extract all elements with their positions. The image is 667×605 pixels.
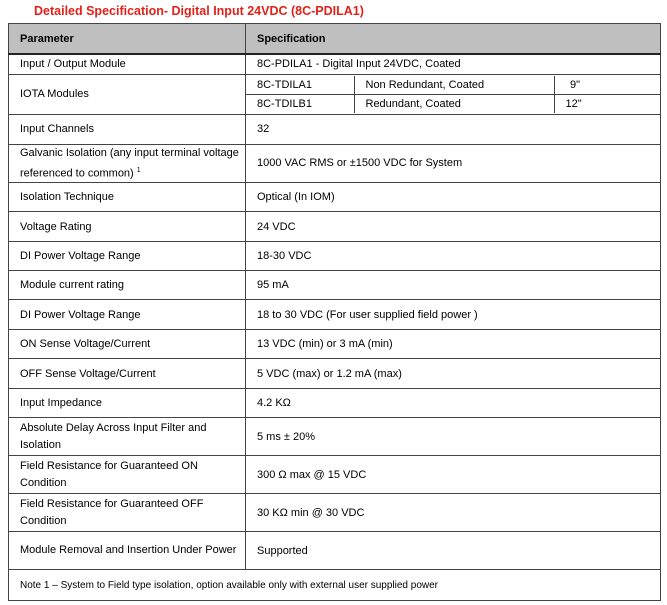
table-row — [9, 300, 661, 330]
table-row — [9, 271, 661, 300]
footnote-text: Note 1 – System to Field type isolation, option available only with external user supplied power — [9, 570, 661, 601]
iota-model: 8C-TDILB1 — [246, 94, 354, 113]
iota-description: Redundant, Coated — [354, 94, 554, 113]
param-cell: DI Power Voltage Range — [9, 300, 246, 330]
table-row — [9, 456, 661, 494]
iota-model: 8C-TDILA1 — [246, 76, 354, 95]
spec-cell: 4.2 KΩ — [246, 389, 661, 418]
column-header-specification: Specification — [246, 24, 661, 55]
param-cell: Input Channels — [9, 114, 246, 144]
param-cell: ON Sense Voltage/Current — [9, 330, 246, 359]
table-row — [9, 114, 661, 144]
iota-row — [246, 94, 660, 113]
page-title: Detailed Specification- Digital Input 24VDC (8C-PDILA1) — [34, 4, 364, 18]
table-header-row — [9, 24, 661, 55]
param-cell: Input / Output Module — [9, 54, 246, 74]
spec-cell: Supported — [246, 532, 661, 570]
iota-size: 9" — [554, 76, 660, 95]
iota-subtable — [246, 76, 660, 113]
param-cell: IOTA Modules — [9, 74, 246, 114]
table-row — [9, 183, 661, 212]
param-cell: Module current rating — [9, 271, 246, 300]
param-cell: Field Resistance for Guaranteed OFF Condition — [9, 494, 246, 532]
table-row — [9, 144, 661, 183]
spec-cell: Optical (In IOM) — [246, 183, 661, 212]
specification-table — [8, 23, 661, 601]
footnote-marker: 1 — [136, 166, 141, 174]
table-row — [9, 494, 661, 532]
table-row — [9, 74, 661, 114]
param-cell: OFF Sense Voltage/Current — [9, 359, 246, 389]
spec-cell: 18 to 30 VDC (For user supplied field power ) — [246, 300, 661, 330]
spec-cell: 32 — [246, 114, 661, 144]
table-row — [9, 242, 661, 271]
iota-description: Non Redundant, Coated — [354, 76, 554, 95]
table-row — [9, 330, 661, 359]
spec-cell: 18-30 VDC — [246, 242, 661, 271]
param-cell: DI Power Voltage Range — [9, 242, 246, 271]
table-row — [9, 389, 661, 418]
param-text: Galvanic Isolation (any input terminal voltage referenced to common) — [20, 146, 239, 180]
param-cell: Absolute Delay Across Input Filter and Isolation — [9, 418, 246, 456]
param-cell — [9, 144, 246, 183]
param-cell: Field Resistance for Guaranteed ON Condition — [9, 456, 246, 494]
table-row — [9, 54, 661, 74]
iota-size: 12" — [554, 94, 660, 113]
spec-cell: 8C-PDILA1 - Digital Input 24VDC, Coated — [246, 54, 661, 74]
spec-cell: 1000 VAC RMS or ±1500 VDC for System — [246, 144, 661, 183]
column-header-parameter: Parameter — [9, 24, 246, 55]
param-cell: Module Removal and Insertion Under Power — [9, 532, 246, 570]
param-cell: Voltage Rating — [9, 212, 246, 242]
spec-cell: 30 KΩ min @ 30 VDC — [246, 494, 661, 532]
spec-cell: 5 VDC (max) or 1.2 mA (max) — [246, 359, 661, 389]
spec-cell: 5 ms ± 20% — [246, 418, 661, 456]
table-row — [9, 212, 661, 242]
table-row — [9, 418, 661, 456]
spec-cell: 300 Ω max @ 15 VDC — [246, 456, 661, 494]
iota-cell — [246, 74, 661, 114]
table-row — [9, 359, 661, 389]
param-cell: Input Impedance — [9, 389, 246, 418]
param-cell: Isolation Technique — [9, 183, 246, 212]
table-row — [9, 532, 661, 570]
spec-cell: 13 VDC (min) or 3 mA (min) — [246, 330, 661, 359]
spec-cell: 24 VDC — [246, 212, 661, 242]
iota-row — [246, 76, 660, 95]
spec-cell: 95 mA — [246, 271, 661, 300]
note-row — [9, 570, 661, 601]
